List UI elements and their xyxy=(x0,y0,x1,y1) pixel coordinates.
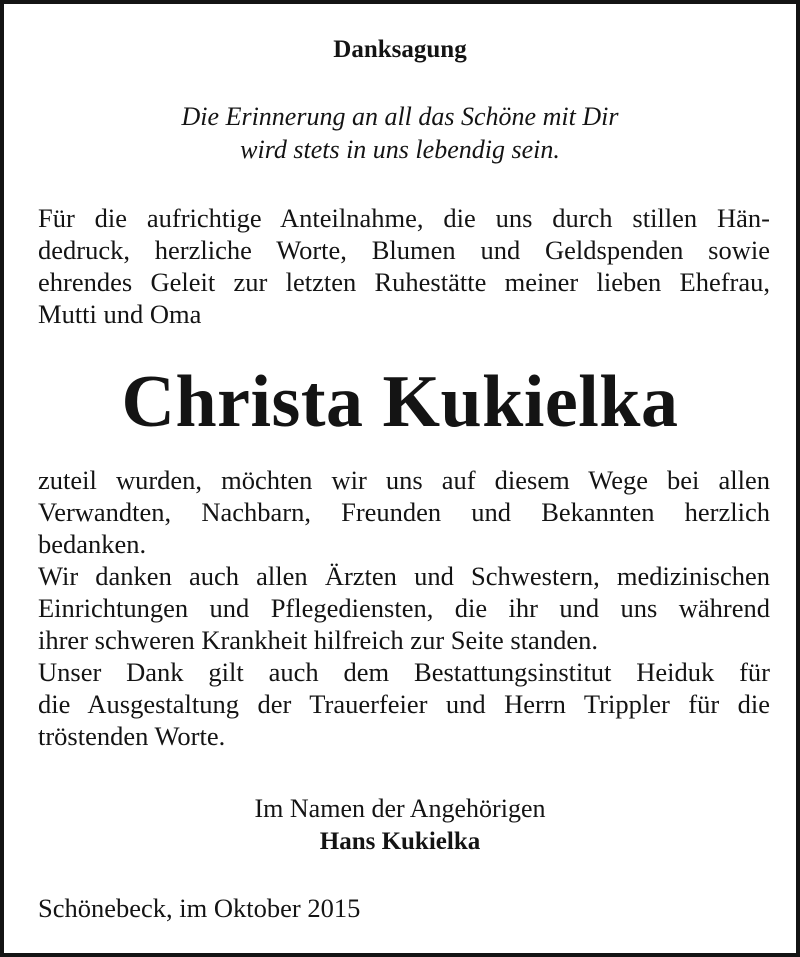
motto-line: Die Erinnerung an all das Schöne mit Dir xyxy=(181,102,619,131)
thanks-paragraph-main xyxy=(38,464,770,752)
notice-heading: Danksagung xyxy=(333,36,467,63)
signer-name: Hans Kukielka xyxy=(319,828,481,855)
text-line: ehrendes Geleit zur letzten Ruhestätte meiner lieben Ehefrau, xyxy=(38,267,770,297)
thanks-paragraph-intro xyxy=(38,202,770,330)
place-date: Schönebeck, im Oktober 2015 xyxy=(38,893,361,923)
on-behalf-line: Im Namen der Angehörigen xyxy=(254,794,546,823)
text-line: Verwandten, Nachbarn, Freunden und Bekannten herzlich xyxy=(38,497,770,527)
text-line: Einrichtungen und Pflegediensten, die ihr und uns während xyxy=(38,593,770,623)
text-line: ihrer schweren Krankheit hilfreich zur Seite standen. xyxy=(38,625,598,655)
motto-verse xyxy=(4,100,796,166)
text-line: Unser Dank gilt auch dem Bestattungsinstitut Heiduk für xyxy=(38,657,770,687)
text-line: Mutti und Oma xyxy=(38,299,202,329)
text-line: dedruck, herzliche Worte, Blumen und Geldspenden sowie xyxy=(38,235,770,265)
text-line: tröstenden Worte. xyxy=(38,721,226,751)
deceased-name: Christa Kukielka xyxy=(121,361,679,443)
text-line: bedanken. xyxy=(38,529,147,559)
motto-line: wird stets in uns lebendig sein. xyxy=(240,135,560,164)
text-line: Wir danken auch allen Ärzten und Schwestern, medizinischen xyxy=(38,561,770,591)
signature-block xyxy=(4,792,796,858)
text-line: die Ausgestaltung der Trauerfeier und Herrn Trippler für die xyxy=(38,689,770,719)
text-line: Für die aufrichtige Anteilnahme, die uns durch stillen Hän- xyxy=(38,203,770,233)
text-line: zuteil wurden, möchten wir uns auf diesem Wege bei allen xyxy=(38,465,770,495)
